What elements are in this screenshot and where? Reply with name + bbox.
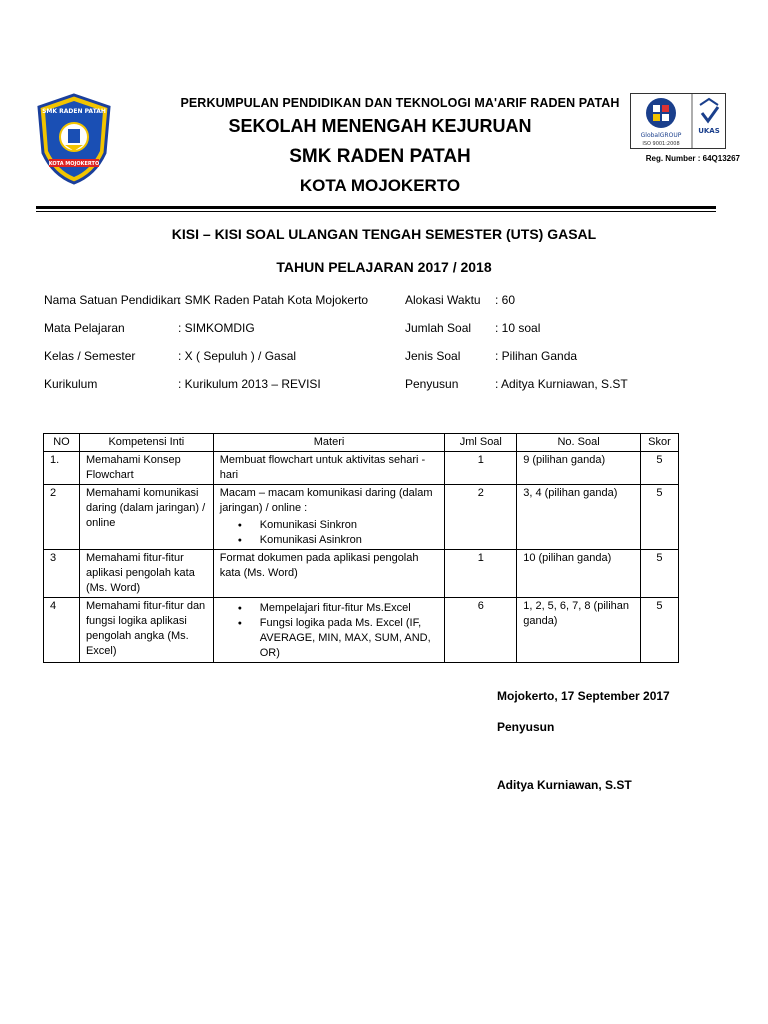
cell-no: 2 xyxy=(44,485,80,550)
signature-role: Penyusun xyxy=(497,720,555,734)
cell-no: 4 xyxy=(44,598,80,663)
cell-jml-soal: 1 xyxy=(445,550,517,598)
cell-skor: 5 xyxy=(640,452,678,485)
info-value-jenis: : Pilihan Ganda xyxy=(495,349,578,363)
signature-name: Aditya Kurniawan, S.ST xyxy=(497,778,632,792)
table-row xyxy=(44,550,679,598)
info-label-mapel: Mata Pelajaran xyxy=(44,321,125,335)
cert-text-3: UKAS xyxy=(698,127,720,135)
certification-logos xyxy=(630,93,726,149)
list-item: ● Fungsi logika pada Ms. Excel (IF, AVERAGE, MIN, MAX, SUM, AND, OR) xyxy=(260,616,439,661)
info-label-penyusun: Penyusun xyxy=(405,377,459,391)
table-header-row xyxy=(44,434,679,452)
header-materi: Materi xyxy=(213,434,445,452)
cell-kompetensi: Memahami fitur-fitur aplikasi pengolah kata (Ms. Word) xyxy=(79,550,213,598)
materi-list xyxy=(220,601,439,661)
cell-jml-soal: 6 xyxy=(445,598,517,663)
academic-year: TAHUN PELAJARAN 2017 / 2018 xyxy=(276,259,492,275)
school-city: KOTA MOJOKERTO xyxy=(299,176,461,195)
info-label-kelas: Kelas / Semester xyxy=(44,349,136,363)
table-row xyxy=(44,452,679,485)
table-row xyxy=(44,485,679,550)
cell-materi: Format dokumen pada aplikasi pengolah kata (Ms. Word) xyxy=(213,550,445,598)
info-label-alokasi: Alokasi Waktu xyxy=(405,293,481,307)
logo-top-text: SMK RADEN PATAH xyxy=(42,108,106,115)
info-value-kurikulum: : Kurikulum 2013 – REVISI xyxy=(178,377,321,391)
cell-no-soal: 10 (pilihan ganda) xyxy=(517,550,641,598)
school-name: SMK RADEN PATAH xyxy=(289,146,471,167)
info-value-mapel: : SIMKOMDIG xyxy=(178,321,255,335)
cell-materi xyxy=(213,485,445,550)
school-logo xyxy=(35,93,113,185)
document-title: KISI – KISI SOAL ULANGAN TENGAH SEMESTER (UTS) GASAL xyxy=(171,226,597,242)
header-divider-thin xyxy=(36,211,716,212)
info-value-satuan: : SMK Raden Patah Kota Mojokerto xyxy=(178,293,369,307)
info-label-kurikulum: Kurikulum xyxy=(44,377,98,391)
info-label-jenis: Jenis Soal xyxy=(405,349,461,363)
cell-no-soal: 1, 2, 5, 6, 7, 8 (pilihan ganda) xyxy=(517,598,641,663)
cell-kompetensi: Memahami Konsep Flowchart xyxy=(79,452,213,485)
header-divider-thick xyxy=(36,206,716,209)
cell-jml-soal: 2 xyxy=(445,485,517,550)
materi-text: Macam – macam komunikasi daring (dalam jaringan) / online : xyxy=(219,487,433,514)
list-item: ● Mempelajari fitur-fitur Ms.Excel xyxy=(260,601,439,616)
header-skor: Skor xyxy=(640,434,678,452)
cell-skor: 5 xyxy=(640,485,678,550)
logo-bottom-text: KOTA MOJOKERTO xyxy=(48,161,100,167)
info-value-jumlah: : 10 soal xyxy=(495,321,541,335)
header-kompetensi: Kompetensi Inti xyxy=(79,434,213,452)
list-item: ● Komunikasi Sinkron xyxy=(260,518,439,533)
cell-jml-soal: 1 xyxy=(445,452,517,485)
cell-skor: 5 xyxy=(640,550,678,598)
info-value-kelas: : X ( Sepuluh ) / Gasal xyxy=(178,349,297,363)
cell-materi xyxy=(213,598,445,663)
table-row xyxy=(44,598,679,663)
cell-no-soal: 3, 4 (pilihan ganda) xyxy=(517,485,641,550)
cell-no: 1. xyxy=(44,452,80,485)
cert-text-1: GlobalGROUP xyxy=(640,132,682,139)
info-label-jumlah: Jumlah Soal xyxy=(405,321,472,335)
cell-skor: 5 xyxy=(640,598,678,663)
header-no: NO xyxy=(44,434,80,452)
cell-kompetensi: Memahami fitur-fitur dan fungsi logika aplikasi pengolah angka (Ms. Excel) xyxy=(79,598,213,663)
materi-list xyxy=(220,518,439,548)
header-jml-soal: Jml Soal xyxy=(445,434,517,452)
document-header xyxy=(0,0,768,215)
registration-number: Reg. Number : 64Q13267 xyxy=(645,154,740,163)
info-label-satuan: Nama Satuan Pendidikan xyxy=(44,293,181,307)
cell-no-soal: 9 (pilihan ganda) xyxy=(517,452,641,485)
cert-text-2: ISO 9001:2008 xyxy=(642,141,680,147)
info-value-penyusun: : Aditya Kurniawan, S.ST xyxy=(495,377,628,391)
organization-name: PERKUMPULAN PENDIDIKAN DAN TEKNOLOGI MA'ARIF RADEN PATAH xyxy=(180,96,620,110)
header-no-soal: No. Soal xyxy=(517,434,641,452)
cell-no: 3 xyxy=(44,550,80,598)
school-type: SEKOLAH MENENGAH KEJURUAN xyxy=(228,116,532,136)
cell-materi: Membuat flowchart untuk aktivitas sehari - hari xyxy=(213,452,445,485)
signature-place-date: Mojokerto, 17 September 2017 xyxy=(497,689,670,703)
cell-kompetensi: Memahami komunikasi daring (dalam jaringan) / online xyxy=(79,485,213,550)
list-item: ● Komunikasi Asinkron xyxy=(260,533,439,548)
kisi-table xyxy=(43,433,679,663)
info-value-alokasi: : 60 xyxy=(495,293,516,307)
